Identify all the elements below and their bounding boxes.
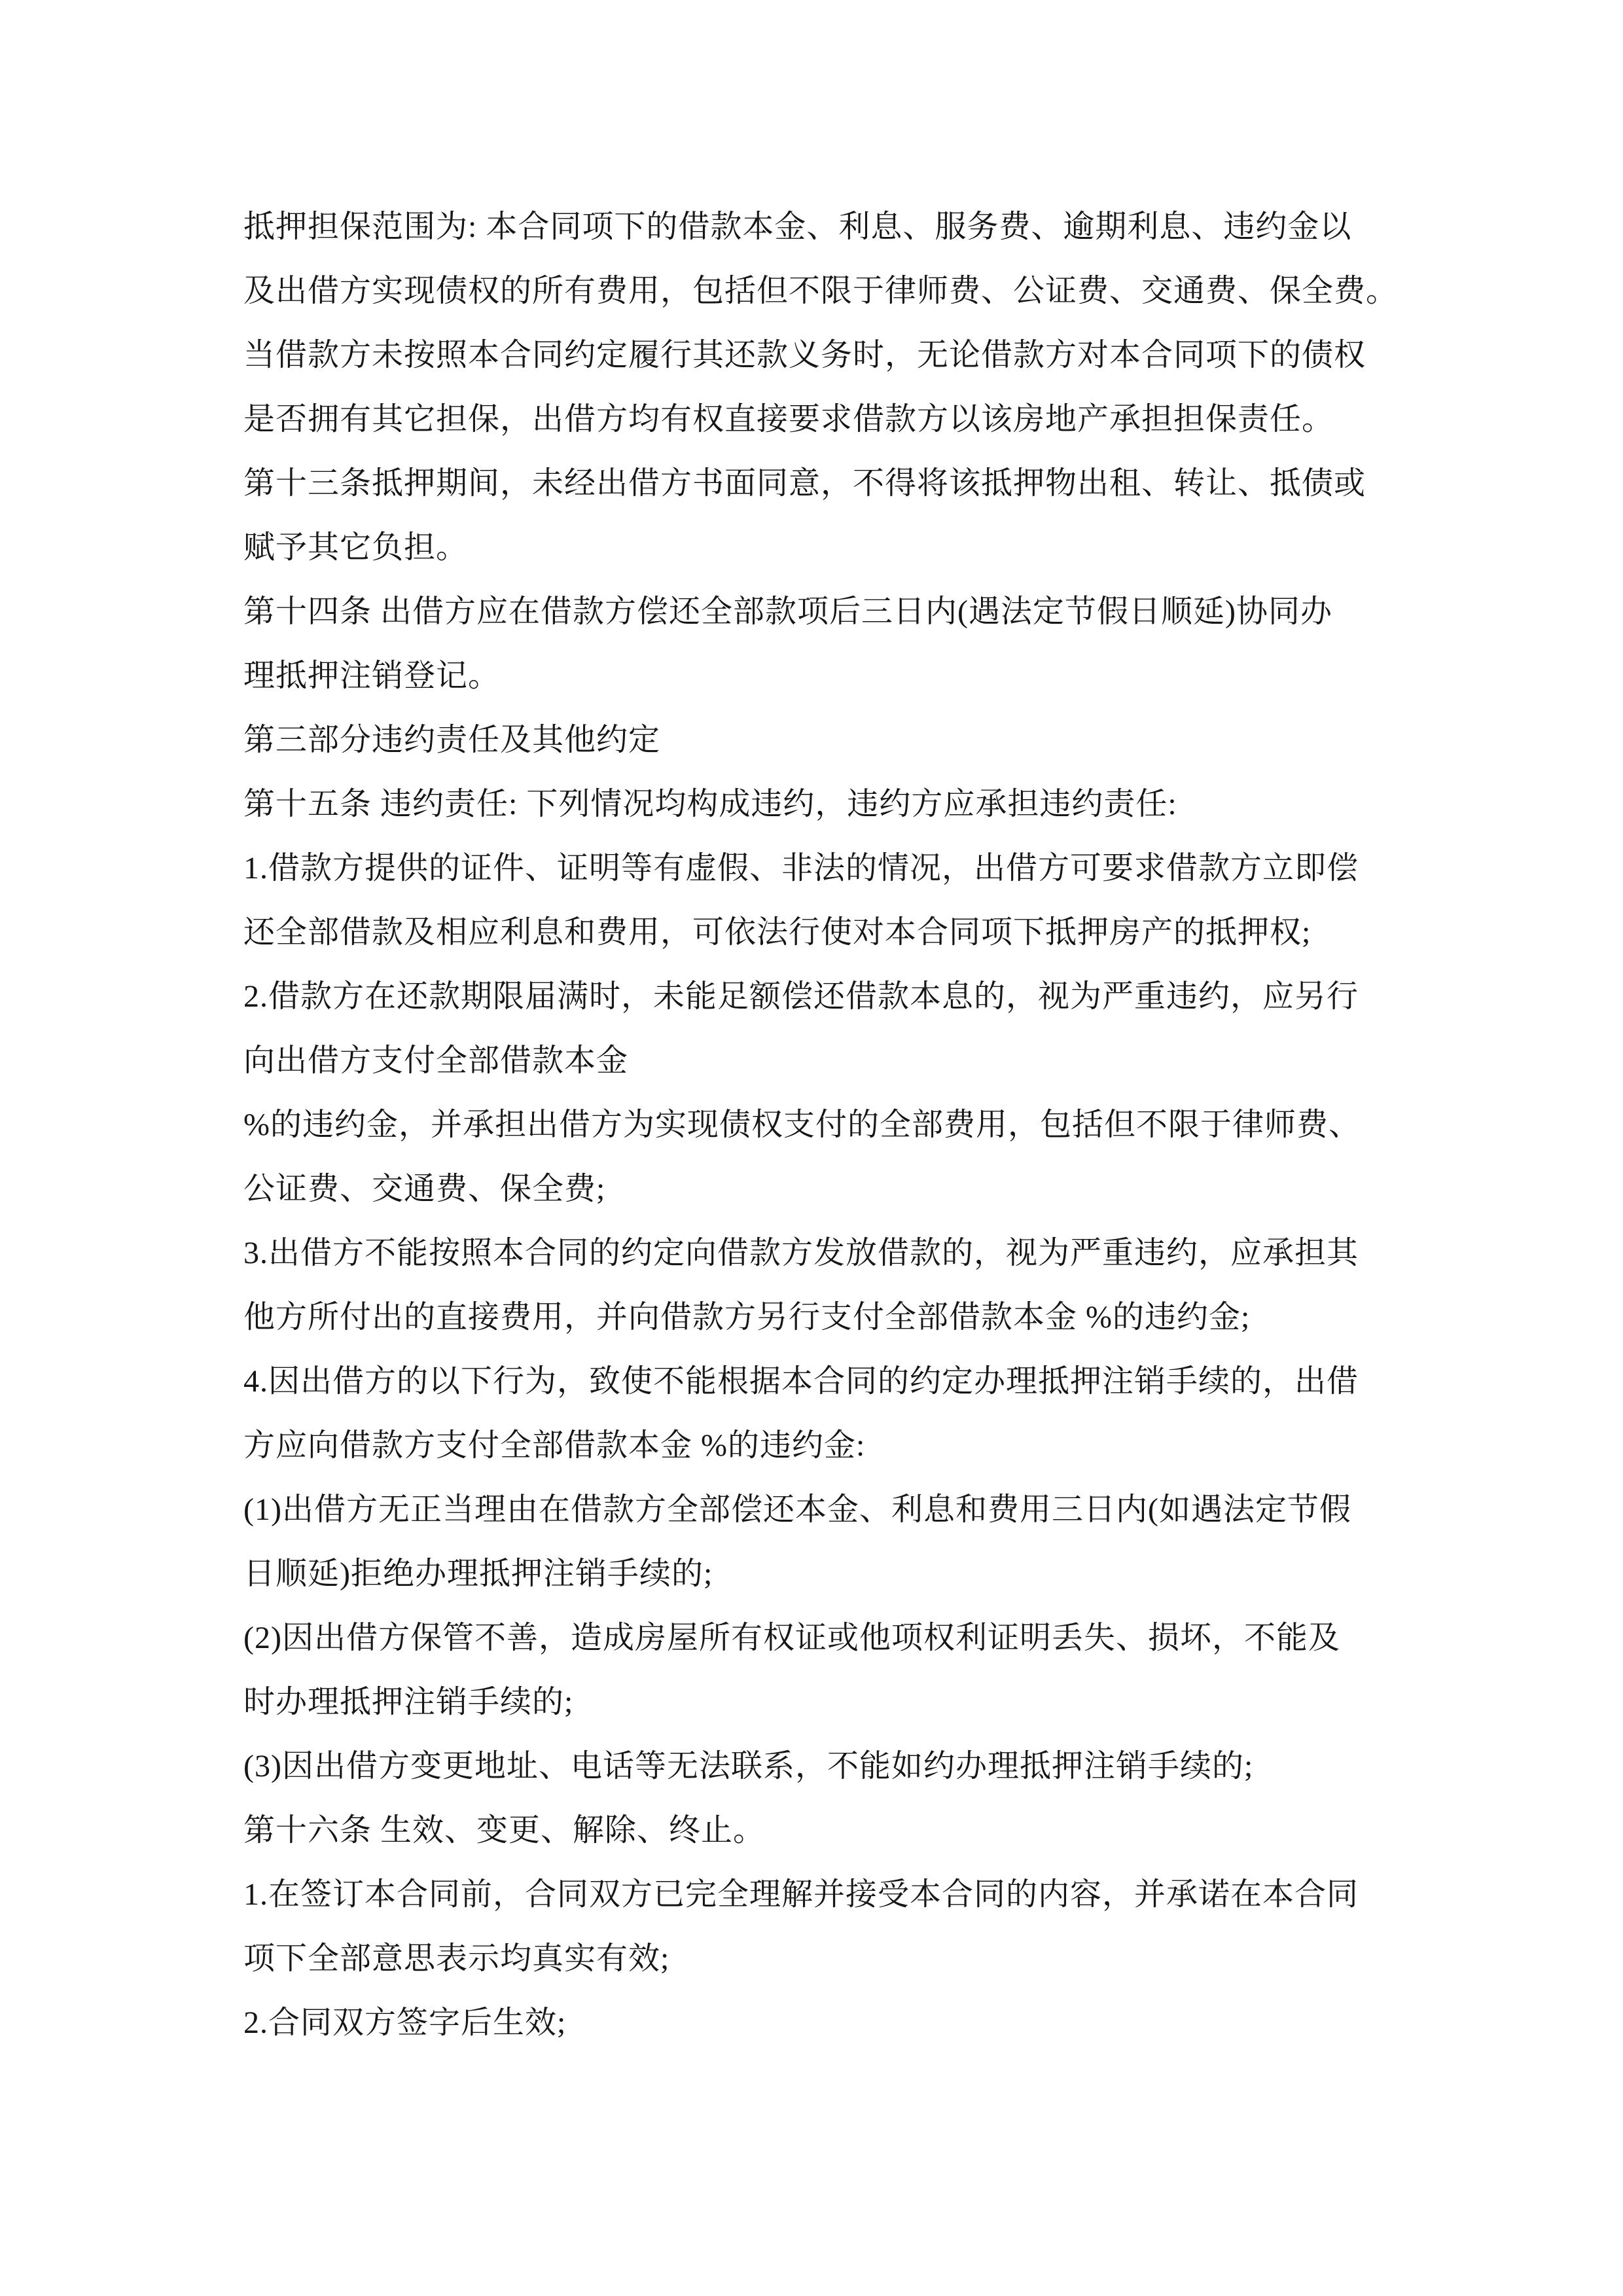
text-line: 及出借方实现债权的所有费用，包括但不限于律师费、公证费、交通费、保全费。 [243, 274, 1399, 308]
text-line: 是否拥有其它担保，出借方均有权直接要求借款方以该房地产承担担保责任。 [243, 402, 1334, 437]
text-line: 第三部分违约责任及其他约定 [243, 723, 661, 757]
text-line: 日顺延)拒绝办理抵押注销手续的; [243, 1556, 713, 1591]
text-line: 向出借方支付全部借款本金 [243, 1043, 629, 1078]
text-line: (1)出借方无正当理由在借款方全部偿还本金、利息和费用三日内(如遇法定节假 [243, 1492, 1351, 1527]
text-line: 时办理抵押注销手续的; [243, 1685, 574, 1719]
text-line: 第十三条抵押期间，未经出借方书面同意，不得将该抵押物出租、转让、抵债或 [243, 466, 1366, 501]
text-line: 第十五条 违约责任: 下列情况均构成违约，违约方应承担违约责任: [243, 787, 1177, 821]
text-line: 理抵押注销登记。 [243, 658, 501, 693]
text-line: (2)因出借方保管不善，造成房屋所有权证或他项权利证明丢失、损坏，不能及 [243, 1621, 1340, 1655]
text-line: 第十六条 生效、变更、解除、终止。 [243, 1813, 766, 1848]
text-line: 抵押担保范围为: 本合同项下的借款本金、利息、服务费、逾期利息、违约金以 [243, 209, 1352, 244]
text-line: 他方所付出的直接费用，并向借款方另行支付全部借款本金 %的违约金; [243, 1300, 1251, 1335]
text-line: 还全部借款及相应利息和费用，可依法行使对本合同项下抵押房产的抵押权; [243, 915, 1311, 950]
text-line: 1.借款方提供的证件、证明等有虚假、非法的情况，出借方可要求借款方立即偿 [243, 851, 1359, 886]
text-line: 公证费、交通费、保全费; [243, 1172, 606, 1206]
text-line: %的违约金，并承担出借方为实现债权支付的全部费用，包括但不限于律师费、 [243, 1107, 1361, 1142]
contract-text-block [243, 195, 1397, 2055]
text-line: 第十四条 出借方应在借款方偿还全部款项后三日内(遇法定节假日顺延)协同办 [243, 594, 1332, 629]
text-line: 3.出借方不能按照本合同的约定向借款方发放借款的，视为严重违约，应承担其 [243, 1236, 1359, 1270]
text-line: 赋予其它负担。 [243, 530, 469, 565]
text-line: 4.因出借方的以下行为，致使不能根据本合同的约定办理抵押注销手续的，出借 [243, 1364, 1359, 1399]
text-line: 当借款方未按照本合同约定履行其还款义务时，无论借款方对本合同项下的债权 [243, 338, 1366, 372]
text-line: 项下全部意思表示均真实有效; [243, 1941, 670, 1976]
text-line: 2.合同双方签字后生效; [243, 2005, 567, 2040]
text-line: 2.借款方在还款期限届满时，未能足额偿还借款本息的，视为严重违约，应另行 [243, 979, 1359, 1014]
text-line: 方应向借款方支付全部借款本金 %的违约金: [243, 1428, 866, 1463]
text-line: 1.在签订本合同前，合同双方已完全理解并接受本合同的内容，并承诺在本合同 [243, 1877, 1359, 1912]
text-line: (3)因出借方变更地址、电话等无法联系，不能如约办理抵押注销手续的; [243, 1749, 1254, 1784]
